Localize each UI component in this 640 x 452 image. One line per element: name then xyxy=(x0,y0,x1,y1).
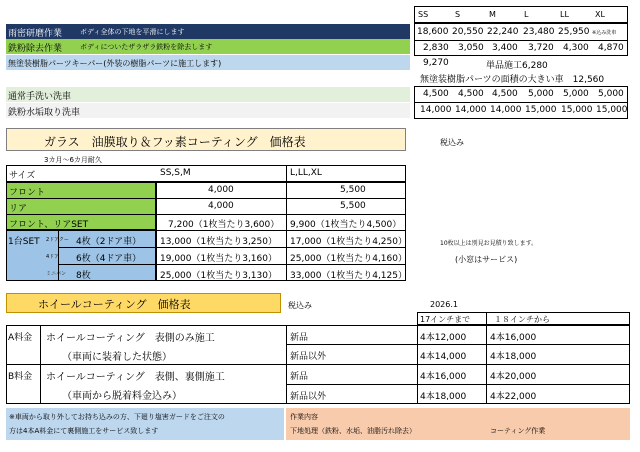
footer-note-line1: ※車両から取り外してお持ち込みの方、下廻り塩害ガードをご注文の xyxy=(9,413,225,421)
value-cell: 14,000 xyxy=(420,105,452,115)
wheel-b-used: 新品以外 xyxy=(290,392,327,402)
wheel-a-used-18: 4本18,000 xyxy=(490,352,537,362)
glass-header-size: サイズ xyxy=(9,171,36,181)
value-cell: 4,500 xyxy=(423,89,449,99)
wheel-b-new-18: 4本20,000 xyxy=(490,372,537,382)
value-cell: 5,000 xyxy=(528,89,554,99)
size-ss: SS xyxy=(418,10,429,19)
glass-row-front-label: フロント xyxy=(9,188,46,198)
value-cell: 20,550 xyxy=(452,27,484,37)
value-cell: 25,950 xyxy=(558,27,590,37)
row-iron-label: 鉄粉除去作業 xyxy=(8,44,63,54)
glass-row-minivan-b: 33,000（1枚当たり4,125） xyxy=(290,271,407,281)
wheel-a-new-18: 4本16,000 xyxy=(490,333,537,343)
wheel-a-desc-sub: （車両に装着した状態） xyxy=(62,352,172,363)
size-ll: LL xyxy=(560,10,569,19)
value-cell: 14,000 xyxy=(455,105,487,115)
size-xl: XL xyxy=(595,10,605,19)
wheel-b-desc-sub: （車両から脱着料金込み） xyxy=(62,391,182,402)
value-cell: 4,870 xyxy=(598,43,624,53)
glass-note-bulk: 10枚以上は別見お見積り致します。 xyxy=(440,240,538,247)
value-cell: 15,000 xyxy=(525,105,557,115)
value-cell: 5,000 xyxy=(563,89,589,99)
value-cell: 2,830 xyxy=(423,43,449,53)
glass-row-set-a: 7,200（1枚当たり3,600） xyxy=(168,220,280,230)
value-cell: 5,000 xyxy=(598,89,624,99)
footer-work-coating: コーティング作業 xyxy=(490,427,546,435)
glass-row-rear-a: 4,000 xyxy=(208,201,234,211)
value-note: 無塗装樹脂パーツの面積の大きい車 12,560 xyxy=(420,75,605,85)
value-cell: 18,600 xyxy=(417,27,449,37)
wheel-a-desc: ホイールコーティング 表側のみ施工 xyxy=(46,333,215,344)
wheel-b-used-18: 4本22,000 xyxy=(490,392,537,402)
glass-row-minivan-sub: ミニバン xyxy=(46,271,67,277)
wheel-grade-a: A料金 xyxy=(8,333,33,343)
wheel-a-new: 新品 xyxy=(290,333,309,343)
value-cell: 15,000 xyxy=(596,105,628,115)
glass-row-4door-count: 6枚（4ドア車） xyxy=(76,254,142,264)
wheel-header-17: 17インチまで xyxy=(420,315,471,324)
row-scale-label: 鉄粉水垢取り洗車 xyxy=(8,108,81,118)
glass-header-row xyxy=(6,165,406,182)
row-wash-label: 通常手洗い洗車 xyxy=(8,92,72,102)
glass-tax-label: 税込み xyxy=(440,138,464,147)
glass-duration: 3カ月～6カ月耐久 xyxy=(44,156,102,164)
wheel-grade-b: B料金 xyxy=(8,372,33,382)
wheel-title: ホイールコーティング 価格表 xyxy=(38,298,191,311)
wheel-a-used: 新品以外 xyxy=(290,352,327,362)
glass-row-4door-sub: 4ドア xyxy=(46,254,60,260)
glass-row-rear-label: リア xyxy=(9,204,28,214)
glass-row-2door-b: 17,000（1枚当たり4,250） xyxy=(290,237,407,247)
value-cell: 14,000 xyxy=(490,105,522,115)
wheel-b-new: 新品 xyxy=(290,372,309,382)
glass-note-small-windows: (小窓はサービス) xyxy=(455,255,518,264)
value-cell: 15,000 xyxy=(561,105,593,115)
wheel-tax-label: 税込み xyxy=(288,301,312,310)
size-m: M xyxy=(489,10,496,19)
glass-row-set-b: 9,900（1枚当たり4,500） xyxy=(290,220,402,230)
wheel-b-desc: ホイールコーティング 表側、裏側施工 xyxy=(46,372,225,383)
value-note: ※込み洗車 xyxy=(592,30,617,36)
glass-row-fullset-label: 1台SET xyxy=(8,237,40,247)
value-cell: 23,480 xyxy=(523,27,555,37)
glass-row-2door-count: 4枚（2ドア車） xyxy=(76,237,142,247)
value-cell: 4,500 xyxy=(492,89,518,99)
size-l: L xyxy=(524,10,529,19)
glass-header-large: L,LL,XL xyxy=(290,168,322,178)
glass-title: ガラス 油膜取り＆フッ素コーティング 価格表 xyxy=(44,135,306,149)
glass-row-minivan-a: 25,000（1枚当たり3,130） xyxy=(160,271,277,281)
value-cell: 3,400 xyxy=(492,43,518,53)
glass-row-4door-a: 19,000（1枚当たり3,160） xyxy=(160,254,277,264)
footer-work-desc: 下地処理（鉄粉、水垢、油脂汚れ除去） xyxy=(290,427,416,435)
row-iron-note: ボディについたザラザラ鉄粉を除去します xyxy=(80,43,213,51)
glass-values-box xyxy=(156,182,406,281)
value-note: 単品施工6,280 xyxy=(486,61,548,71)
wheel-b-new-17: 4本16,000 xyxy=(420,372,467,382)
row-resin-label: 無塗装樹脂パーツキーパー(外装の樹脂パーツに施工します) xyxy=(8,59,222,68)
glass-row-2door-a: 13,000（1枚当たり3,250） xyxy=(160,237,277,247)
glass-row-front-b: 5,500 xyxy=(340,185,366,195)
footer-work-title: 作業内容 xyxy=(290,413,318,421)
wheel-b-used-17: 4本18,000 xyxy=(420,392,467,402)
value-cell: 3,720 xyxy=(528,43,554,53)
glass-row-front-a: 4,000 xyxy=(208,185,234,195)
glass-row-4door-b: 25,000（1枚当たり4,160） xyxy=(290,254,407,264)
footer-note-line2: 方は4本A料金にて裏側施工をサービス致します xyxy=(9,427,159,435)
size-s: S xyxy=(455,10,461,19)
wheel-date: 2026.1 xyxy=(430,300,458,309)
value-cell: 4,500 xyxy=(458,89,484,99)
wheel-a-used-17: 4本14,000 xyxy=(420,352,467,362)
glass-row-rear-b: 5,500 xyxy=(340,201,366,211)
row-polish-note: ボディ全体の下地を平滑にします xyxy=(80,28,185,36)
value-cell: 9,270 xyxy=(423,58,449,68)
row-polish-label-bg xyxy=(6,24,410,39)
wheel-a-new-17: 4本12,000 xyxy=(420,333,467,343)
wheel-header-18: １８インチから xyxy=(494,315,550,324)
glass-row-2door-sub: 2ドアクー xyxy=(46,237,69,243)
value-cell: 22,240 xyxy=(487,27,519,37)
value-cell: 4,300 xyxy=(563,43,589,53)
value-cell: 3,050 xyxy=(458,43,484,53)
row-polish-label: 雨密研磨作業 xyxy=(8,29,63,39)
glass-header-small: SS,S,M xyxy=(160,168,191,178)
glass-row-set-label: フロント、リアSET xyxy=(9,220,89,230)
glass-row-minivan-count: 8枚 xyxy=(76,271,91,281)
